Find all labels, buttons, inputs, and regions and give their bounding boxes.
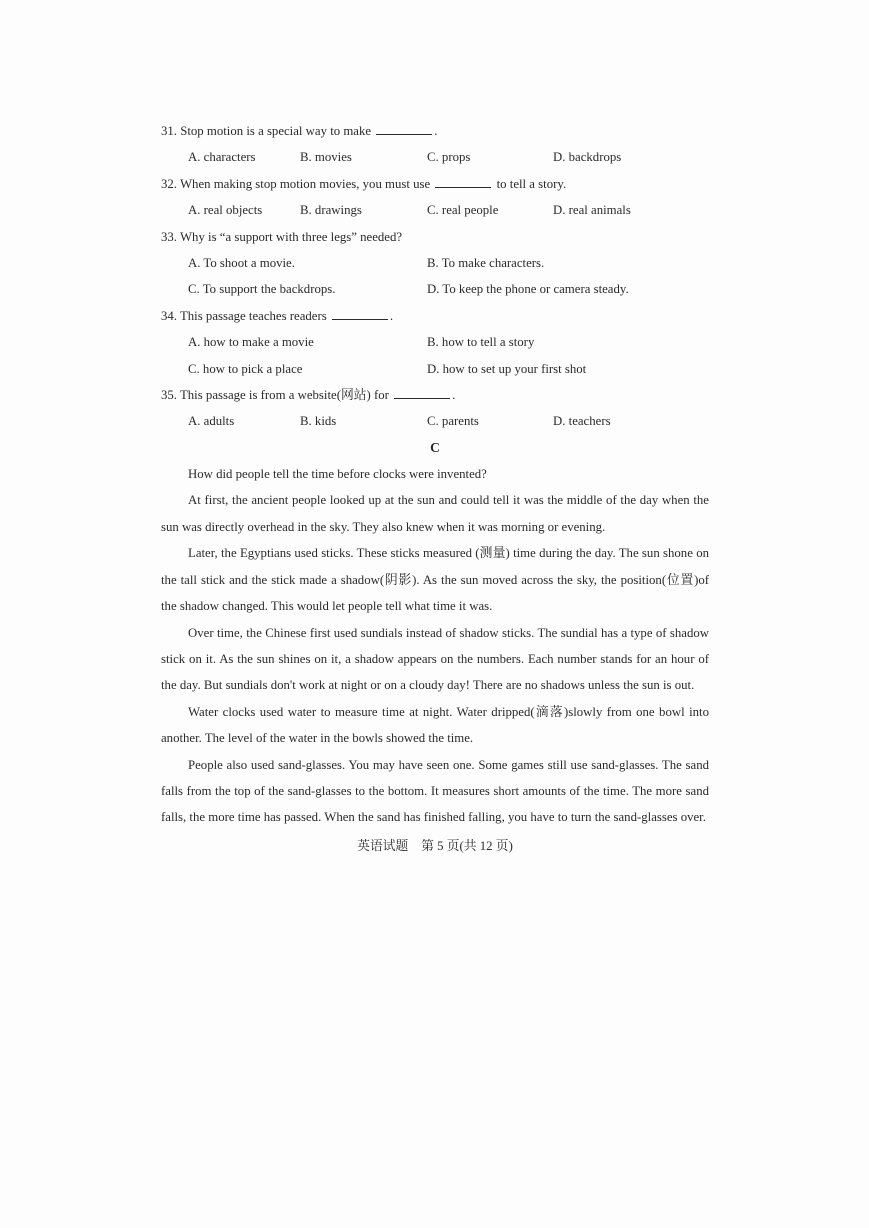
answer-blank [376,120,432,135]
option-b: B. movies [300,150,352,165]
question-32 [161,171,709,197]
page-content [161,118,709,859]
option-b: B. drawings [300,203,362,218]
options-33-row2 [161,276,709,302]
passage-paragraph: At first, the ancient people looked up at the sun and could tell it was the middle of the day when the sun was directly overhead in the sky. They also knew when it was morning or evening. [161,493,709,534]
option-a: A. To shoot a movie. [188,255,295,270]
options-35 [161,408,709,434]
option-d: D. backdrops [553,150,622,165]
option-c: C. real people [427,203,499,218]
question-31 [161,118,709,144]
question-number: 31. [161,124,177,138]
passage-paragraph: People also used sand-glasses. You may have seen one. Some games still use sand-glasses. The sand falls from the top of the sand-glasses to the bottom. It measures short amounts of the time. The more sand falls, the more time has passed. When the sand has finished falling, you have to turn the sand-glasses over. [161,757,709,825]
option-b: B. To make characters. [427,255,545,270]
question-stem-end: . [434,124,438,138]
question-number: 32. [161,176,177,191]
passage-paragraph: Over time, the Chinese first used sundials instead of shadow sticks. The sundial has a type of shadow stick on it. As the sun shines on it, a shadow appears on the numbers. Each number stands for an hour of the day. But sundials don't work at night or on a cloudy day! There are no shadows unless the sun is out. [161,625,709,693]
question-stem: Stop motion is a special way to make [180,124,372,138]
page-footer: 英语试题 第 5 页(共 12 页) [357,838,513,853]
passage-paragraph: How did people tell the time before clocks were invented? [188,467,487,482]
question-34 [161,303,709,329]
question-35 [161,382,709,408]
option-c: C. parents [427,414,479,429]
option-d: D. how to set up your first shot [427,361,587,376]
question-number: 35. [161,387,177,402]
option-c: C. To support the backdrops. [188,282,336,297]
option-c: C. how to pick a place [188,361,303,376]
question-number: 33. [161,229,177,244]
question-number: 34. [161,308,177,323]
options-34-row1 [161,329,709,355]
question-stem: This passage is from a website(网站) for [179,387,389,402]
question-stem-end: . [389,308,394,323]
answer-blank [332,305,388,320]
question-stem-end: . [452,387,456,402]
question-33 [161,224,709,250]
question-stem-end: to tell a story. [496,176,567,191]
option-a: A. characters [188,150,256,165]
passage-paragraph: Water clocks used water to measure time at night. Water dripped(滴落)slowly from one bowl into another. The level of the water in the bowls showed the time. [161,704,709,746]
option-b: B. how to tell a story [427,335,535,350]
question-stem: Why is “a support with three legs” needed? [179,229,403,244]
option-d: D. real animals [553,203,631,218]
option-b: B. kids [300,414,337,429]
option-a: A. how to make a movie [188,335,314,350]
options-34-row2 [161,356,709,382]
section-heading: C [430,439,440,455]
option-d: D. teachers [553,414,611,429]
question-stem: This passage teaches readers [179,308,327,323]
option-d: D. To keep the phone or camera steady. [427,282,629,297]
option-a: A. real objects [188,203,263,218]
question-stem: When making stop motion movies, you must use [179,176,431,191]
options-33-row1 [161,250,709,276]
answer-blank [394,384,450,399]
options-32 [161,197,709,223]
answer-blank [435,173,491,188]
option-a: A. adults [188,414,235,429]
option-c: C. props [427,150,471,165]
options-31 [161,144,709,170]
passage-paragraph: Later, the Egyptians used sticks. These sticks measured (测量) time during the day. The sun shone on the tall stick and the stick made a shadow(阴影). As the sun moved across the sky, the position(位置)of the shadow changed. This would let people tell what time it was. [161,546,709,614]
